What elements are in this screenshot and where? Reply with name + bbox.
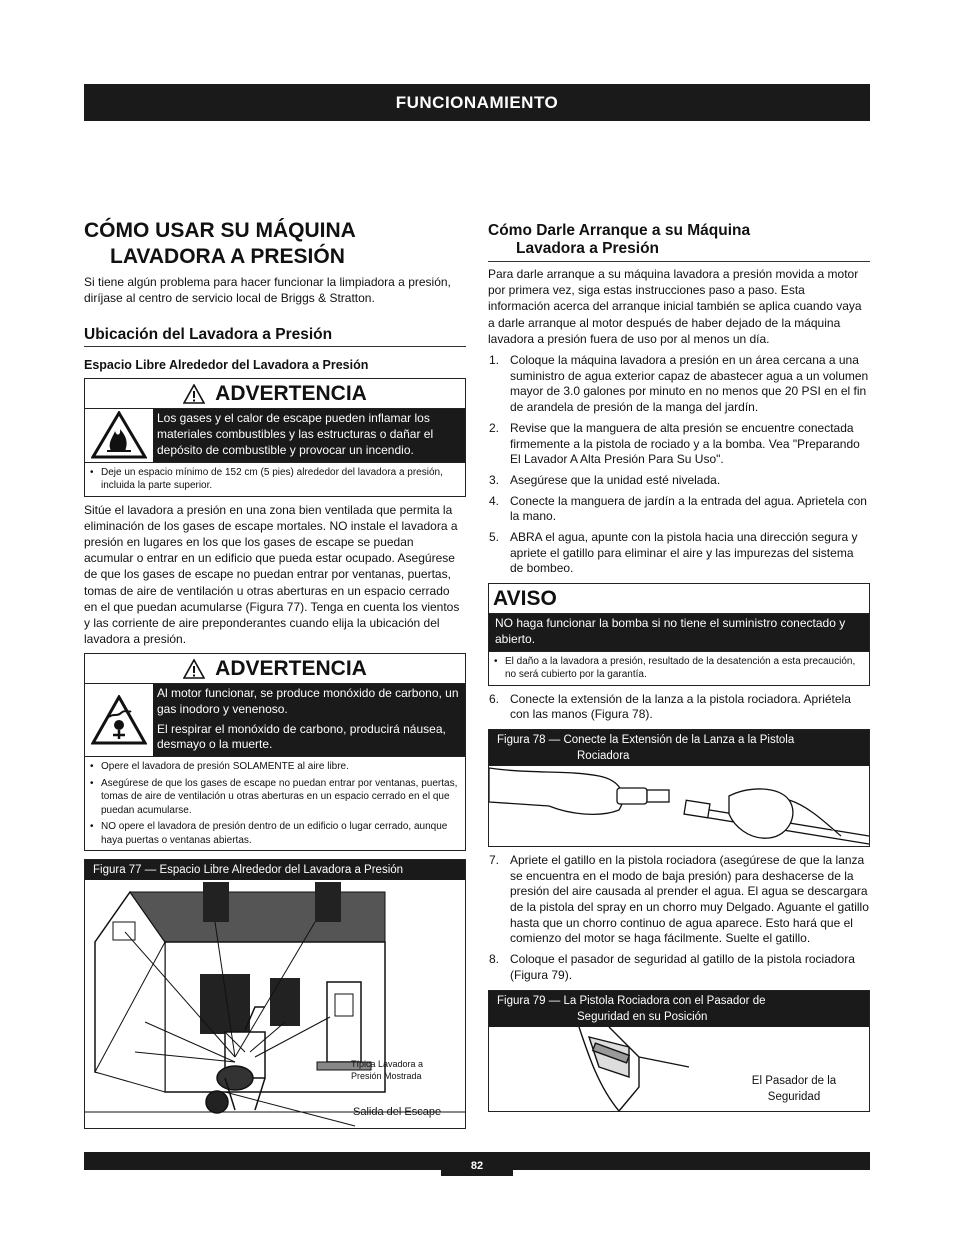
warning-bullet: • Opere el lavadora de presión SOLAMENTE al aire libre. [101, 760, 459, 774]
placement-paragraph: Sitúe el lavadora a presión en una zona bien ventilada que permita la eliminación de los gases de escape mortales. NO instale el lavadora a presión en lugares en los que los gases de escape se puedan acumular o entrar en un edificio que pueda estar ocupado. Asegúrese de que los gases de escape no puedan entrar por ventanas, puertas, tomas de aire de ventilación u otras aberturas en un espacio cerrado en el que puedan acumularse (Figura 77). Tenga en cuenta los vientos y las corriente de aire preponderantes cuando elija la ubicación del lavadora a presión. [84, 502, 460, 647]
exhaust-outlet-label: Salida del Escape [353, 1106, 442, 1119]
figure-78 [488, 729, 870, 847]
list-item: 6. Conecte la extensión de la lanza a la pistola rociadora. Apriétela con las manos (Figura 78). [489, 691, 851, 722]
typical-washer-label: Típica Lavadora a Presión Mostrada [351, 1059, 424, 1082]
figure-78-caption: Figura 78 — Conecte la Extensión de la Lanza a la Pistola Rociadora [489, 730, 869, 766]
warning-title: ADVERTENCIA [85, 654, 465, 684]
step-6-list [488, 692, 870, 723]
start-section-title: Cómo Darle Arranque a su Máquina Lavadora a Presión [488, 222, 870, 262]
intro-text: Si tiene algún problema para hacer funcionar la limpiadora a presión, diríjase al centro de servicio local de Briggs & Stratton. [84, 275, 451, 306]
start-steps-list-2 [488, 853, 870, 984]
toxic-fumes-icon [85, 684, 153, 756]
warning-bullet: • Asegúrese de que los gases de escape no puedan entrar por ventanas, puertas, tomas de aire de ventilación u otras aberturas en un espacio cerrado en el que puedan acumularse. [101, 777, 459, 818]
figure-79-caption: Figura 79 — La Pistola Rociadora con el Pasador de Seguridad en su Posición [489, 991, 869, 1027]
notice-bullet: • El daño a la lavadora a presión, resultado de la desatención a esta precaución, no será cubierto por la garantía. [505, 655, 863, 682]
page-number: 82 [441, 1152, 513, 1176]
start-intro: Para darle arranque a su máquina lavadora a presión movida a motor por primera vez, siga estas instrucciones paso a paso. Esta información acerca del arranque inicial también se aplica cuando vaya a darle arranque al motor después de haber dejado de la máquina lavadora a presión fuera de uso por al menos un día. [488, 267, 862, 346]
page-title: CÓMO USAR SU MÁQUINA LAVADORA A PRESIÓN [84, 219, 356, 268]
left-column [84, 218, 466, 1129]
figure-79 [488, 990, 870, 1112]
list-item: 1. Coloque la máquina lavadora a presión en un área cercana a una suministro de agua exterior capaz de abastecer agua a un volumen mayor de 3.0 galones por minuto en no menos que 20 PSI en el fin de arandela de presión de la manga del jardín. [489, 353, 869, 415]
house-clearance-illustration [85, 882, 465, 1128]
right-column [488, 222, 870, 1112]
alert-triangle-icon [183, 659, 205, 679]
warning-bullet: • Deje un espacio mínimo de 152 cm (5 pies) alrededor del lavadora a presión, incluida la parte superior. [101, 466, 459, 493]
start-steps-list [488, 353, 870, 577]
alert-triangle-icon [183, 384, 205, 404]
warning-box-fire: ADVERTENCIA Los gases y el calor de escape pueden inflamar los materiales combustibles y las estructuras o dañar el depósito de combustible y provocar un incendio. • Deje un espacio mínimo de 152 cm (5 pies) alrededor del lavadora a presión, incluida la parte superior. [84, 378, 466, 496]
safety-pin-label: El Pasador de la Seguridad [751, 1074, 837, 1103]
list-item: 3. Asegúrese que la unidad esté nivelada. [489, 472, 721, 487]
notice-box: AVISO NO haga funcionar la bomba si no tiene el suministro conectado y abierto. • El daño a la lavadora a presión, resultado de la desatención a esta precaución, no será cubierto por la garantía. [488, 583, 870, 685]
list-item: 8. Coloque el pasador de seguridad al gatillo de la pistola rociadora (Figura 79). [489, 952, 855, 982]
warning-box-co: ADVERTENCIA Al motor funcionar, se produce monóxido de carbono, un gas inodoro y venenoso. El respirar el monóxido de carbono, producirá náusea, desmayo o la muerte. • Opere el lavadora de presión SOLAMENTE al aire libre. • Asegúrese de que los gases de escape no puedan entrar por ventanas, puertas, tomas de aire de ventilación u otras aberturas en un espacio cerrado en el que puedan acumularse. • NO opere el lavadora de presión dentro de un edificio o lugar cerrado, aunque haya puertas o ventanas abiertas. [84, 653, 466, 851]
warning-bullet: • NO opere el lavadora de presión dentro de un edificio o lugar cerrado, aunque haya puertas o ventanas abiertas. [101, 820, 459, 847]
warning-title: ADVERTENCIA [85, 379, 465, 409]
list-item: 5. ABRA el agua, apunte con la pistola hacia una dirección segura y apriete el gatillo para eliminar el aire y las impurezas del sistema de bombeo. [489, 530, 858, 576]
section-title: Ubicación del Lavadora a Presión [84, 326, 466, 347]
section-header: FUNCIONAMIENTO [84, 84, 870, 121]
list-item: 4. Conecte la manguera de jardín a la entrada del agua. Aprietela con la mano. [489, 493, 867, 524]
notice-title: AVISO [489, 584, 869, 614]
subsection-title: Espacio Libre Alrededor del Lavadora a Presión [84, 358, 369, 373]
spray-gun-safety-pin-illustration [489, 1027, 729, 1113]
list-item: 2. Revise que la manguera de alta presión se encuentre conectada firmemente a la pistola de rociado y a la bomba. Vea "Preparando El Lavador A Alta Presión Para Su Uso". [489, 420, 860, 467]
wand-connection-illustration [489, 766, 869, 846]
list-item: 7. Apriete el gatillo en la pistola rociadora (asegúrese de que la lanza se encuentra en el modo de baja presión) para deshacerse de la presión del aire causada al prender el agua. El agua se descargara de la pistola del spray en un chorro muy Delgado. Aguante el gatillo hasta que un chorro continuo de agua aparece. Esto hará que el comienzo del motor se haga fácilmente. Suelte el gatillo. [489, 852, 869, 946]
fire-hazard-icon [85, 409, 153, 461]
figure-77: Figura 77 — Espacio Libre Alrededor del Lavadora a Presión Típica Lavadora a Presión Mostrada Salida del Escape [84, 859, 466, 1129]
